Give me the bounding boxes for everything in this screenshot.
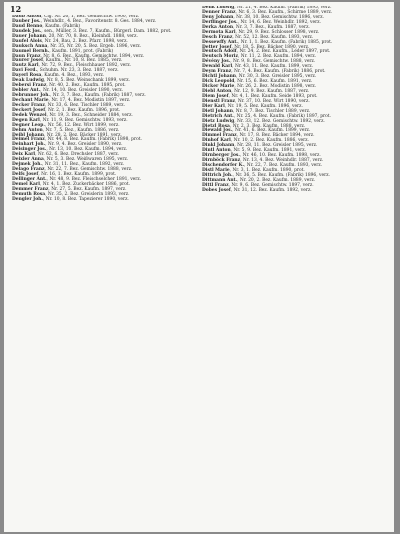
directory-entry: Dietl Johann, Nr. 8, 7. Bez. Tischler 1889, verz. <box>202 108 311 114</box>
directory-entry: Dicker Marie, Nr. 26, 2. Bez. Modistin 1898, verz. <box>202 84 317 89</box>
entry-text: Nr. 9, 4. Bez. Greisler 1890, verz. <box>47 142 123 148</box>
entry-text: Nr. 52, 12. Bez. Kaufm. 1893, verz. <box>235 34 314 40</box>
entry-text: Nr. 11, 9. Bez. Gemischtw. 1893, verz. <box>42 117 128 123</box>
directory-entry: Dobes Josef, Nr. 31, 12. Bez. Kaufm. 1892, verz. <box>202 187 312 193</box>
entry-text: Nr. 24, Bau, 2. Bez. Pfarr. 1898, verz. <box>44 38 128 44</box>
entry-name: Daurer Josef <box>12 58 43 64</box>
entry-text: Cig. Nr. 26, 1, Bez. Gemischtw. 1900, verz. <box>44 15 140 19</box>
directory-entry: Daumel Bernh., Kaufm. 1891, prot. (Fabrik) <box>12 48 114 54</box>
directory-entry: Diewald Jos., Nr. 41, 6. Bez. Kaufm. 1899, verz. <box>202 128 311 134</box>
directory-entry: Deckert Josef, Nr. 2, 1. Bez. Kaufm. 1896, prot. <box>12 107 121 113</box>
directory-entry: Deimel Franz, Nr. 44, 8. Bez. Kaufm. (Fabrik) 1898, prot. <box>12 137 142 143</box>
directory-entry: Deym Franz, Nr. 7, 4. Bez. Kaufm. (Fabrik) 1886, prot. <box>202 69 326 75</box>
entry-name: Dicker Marie <box>202 84 235 89</box>
directory-entry: Demmer Franz, Nr. 27, 5. Bez. Kaufm. 1897, verz. <box>12 186 127 192</box>
entry-text: Nr. 8, 5. Bez. Weinschank 1899, verz. <box>46 78 130 84</box>
entry-name: Dienstl Franz <box>202 98 236 104</box>
entry-text: Nr. 33, 6. Bez. Tischler 1889, verz. <box>47 102 126 108</box>
directory-entry: Dewald Karl, Nr. 43, 11. Bez. Kaufm. 1899, verz. <box>202 64 314 70</box>
entry-text: Nr. 5, 3. Bez. Weißwaren 1895, verz. <box>46 157 129 163</box>
entry-text: Nr. 4, 1. Bez. Zuckerbäcker 1886, prot. <box>42 181 131 187</box>
entry-name: Dauksch Anna <box>12 43 48 49</box>
entry-text: Nr. 38, 10. Bez. Gemischtw. 1896, verz. <box>236 14 324 20</box>
entry-text: Nr. 35, 2. Bez. Greislerin 1893, verz. <box>47 191 130 197</box>
entry-text: Nr. 2, 3. Bez. Kaufm. 1888, verz. <box>232 123 306 129</box>
entry-name: Dauber Jos. <box>12 18 41 24</box>
entry-text: Kaufm., Nr. 10, 8. Bez. 1885, verz. <box>45 58 123 64</box>
entry-text: Nr. 40, 2. Bez., Kaufm. 1895, prot. <box>49 83 126 89</box>
entry-text: Nr. 17, 8. Bez. Bäcker 1894, verz. <box>239 133 315 139</box>
entry-text: Kaufm. 1891, prot. (Fabrik) <box>52 48 114 54</box>
entry-text: Nr. 44, 8. Bez. Kaufm. (Fabrik) 1898, prot. <box>47 137 142 143</box>
entry-name: Degen Karl <box>12 117 40 123</box>
entry-name: Delago Franz <box>12 167 45 173</box>
entry-text: Nr. 26, 2. Bez. Modistin 1898, verz. <box>237 84 317 89</box>
entry-text: Nr. 13, 4. Bez. Weinhdlr. 1887, verz. <box>242 158 324 164</box>
entry-text: Nr. 12, 9. Bez. Kaufm. 1887, verz. <box>234 88 310 94</box>
directory-page <box>4 2 394 532</box>
entry-name: Demuth Rosa <box>12 191 46 197</box>
directory-entry: Delfs Josef, Nr. 16, 1. Bez. Kaufm. 1899, prot. <box>12 172 117 177</box>
entry-text: Nr. 18, 5. Bez. Bäcker 1890, verz. <box>234 44 310 50</box>
entry-text: Nr. 14, 10. Bez. Greisler 1890, verz. <box>42 88 124 94</box>
entry-name: Delfs Josef <box>12 172 39 177</box>
entry-text: Nr. 46, 10. Bez. Kaufm. 1898, verz. <box>242 153 321 159</box>
entry-name: Deixler Anna <box>12 157 44 163</box>
entry-name: Demel Karl <box>12 181 40 187</box>
entry-name: Detter Josef <box>202 44 232 50</box>
entry-text: Nr. 9, 8. Bez. Gemischtw. 1888, verz. <box>233 59 316 65</box>
entry-name: Debersi Franz <box>12 83 47 89</box>
directory-entry: Deibl Johann, Nr. 28, 2. Bez. Bäcker 1891, verz. <box>12 132 122 138</box>
entry-name: Deny Johann <box>202 14 234 20</box>
directory-entry: Dischendorfer K., Nr. 22, 7. Bez. Kaufm. 1893, verz. <box>202 163 323 168</box>
entry-name: Diem Josef <box>202 93 229 99</box>
entry-name: Derflinger Jos. <box>202 19 238 25</box>
entry-text: Nr. 16, 1. Bez. Kaufm. 1899, prot. <box>41 172 117 177</box>
directory-entry: Daurer Josef, Kaufm., Nr. 10, 8. Bez. 1885, verz. <box>12 58 123 64</box>
entry-text: Nr. 25, 4. Bez. Kaufm. (Fabrik) 1897, prot. <box>236 113 331 119</box>
entry-text: Nr. 41, 6. Bez. Kaufm. 1899, verz. <box>234 128 311 134</box>
directory-entry: Dienstl Franz, Nr. 37, 10. Bez. Wirt 1890, verz. <box>202 98 310 104</box>
directory-entry: Denk Ludwig, Nr. 21, 4. Bez. Kaufm. (Fabrik) 1895, verz. <box>202 6 332 10</box>
entry-name: Dautz Karl <box>12 63 39 69</box>
entry-text: 20, Nr. 70, 8. Bez., Kleinhdl. 1888, verz. <box>48 33 138 39</box>
entry-name: Dichtl Johann <box>202 74 236 80</box>
entry-name: Daun Franz <box>12 53 41 59</box>
directory-entry: Deutsch Moriz, Nr. 11, 2. Bez. Kaufm. 1894, verz. <box>202 54 317 60</box>
directory-entry: Dittl Franz, Nr. 9, 6. Bez. Gemischtw. 1897, verz. <box>202 182 314 188</box>
entry-text: Nr. 10, 2. Bez. Kaufm. 1886, verz. <box>233 138 309 144</box>
entry-name: Dittl Franz <box>202 182 229 188</box>
directory-entry: Dechant Marie, Nr. 17, 4. Bez. Modistin 1897, verz. <box>12 97 131 103</box>
directory-entry: Dintl Anton, Nr. 5, 9. Bez. Kaufm. 1891, verz. <box>202 148 306 154</box>
entry-name: Dittmann Ant. <box>202 177 238 183</box>
directory-entry: Deixler Anna, Nr. 5, 3. Bez. Weißwaren 1895, verz. <box>12 157 129 163</box>
directory-entry: Daub Anton, Cig. Nr. 26, 1, Bez. Gemischtw. 1900, verz. <box>12 15 140 19</box>
entry-text: Schuhm. Nr. 23, 3. Bez. 1887, verz. <box>39 68 119 74</box>
entry-text: Nr. 31, 12. Bez. Kaufm. 1892, verz. <box>233 187 312 193</box>
entry-name: Desch Franz <box>202 34 233 40</box>
directory-entry: Derflinger Jos., Nr. 14, 6. Bez. Weinhdlr. 1892, verz. <box>202 19 321 25</box>
entry-text: Weinhdlr., 4. Bez., Favoritenstr. 8. Ges. 1884, verz. <box>43 18 157 24</box>
directory-entry: Debrunner Joh., Nr. 3, 7. Bez., Kaufm. (Fabrik) 1887, verz. <box>12 93 146 98</box>
directory-entry: Debler Ant., Nr. 14, 10. Bez. Greisler 1890, verz. <box>12 88 124 94</box>
entry-name: Dessewffy Ant. <box>202 39 238 45</box>
directory-entry: Demuth Rosa, Nr. 35, 2. Bez. Greislerin 1893, verz. <box>12 191 130 197</box>
entry-text: Nr. 11, 2. Bez. Kaufm. 1894, verz. <box>240 54 317 60</box>
entry-text: Nr. 6, 3. Bez. Kaufm., Schirme 1889, verz. <box>238 9 333 15</box>
entry-text: Nr. 28, 11. Bez. Greisler 1895, verz. <box>237 143 318 149</box>
entry-name: Dinhof Karl <box>202 138 231 144</box>
entry-text: Nr. 36, 5. Bez. Kaufm. (Fabrik) 1896, verz. <box>235 172 330 178</box>
entry-text: Nr. 37, 10. Bez. Wirt 1890, verz. <box>237 98 310 104</box>
entry-name: Daudek Jos. <box>12 28 42 34</box>
entry-name: Denner Franz <box>202 9 236 15</box>
entry-name: Dietz Ludwig <box>202 118 235 124</box>
entry-text: Nr. 20, 2. Bez. Kaufm. 1889, verz. <box>239 177 316 183</box>
entry-name: Deckert Josef <box>12 107 46 113</box>
entry-text: Nr. 2, 1. Bez. Kaufm. 1896, prot. <box>47 107 121 113</box>
directory-entry: Dinkl Johann, Nr. 28, 11. Bez. Greisler 1895, verz. <box>202 143 318 149</box>
directory-entry: Deak Ludwig, Nr. 8, 5. Bez. Weinschank 1899, verz. <box>12 78 130 84</box>
directory-entry: Dimmel Franz, Nr. 17, 8. Bez. Bäcker 1894, verz. <box>202 133 315 139</box>
entry-text: Nr. 28, 2. Bez. Bäcker 1891, verz. <box>46 132 122 138</box>
directory-entry: Dejmek Joh., Nr. 31, 11. Bez., Kaufm. 1892, verz. <box>12 162 125 168</box>
entry-name: Degner Leop. <box>12 122 45 128</box>
directory-entry: Debersi Franz, Nr. 40, 2. Bez., Kaufm. 1895, prot. <box>12 83 126 89</box>
directory-entry: Deutsch Adolf, Nr. 24, 2. Bez. Kaufm., Leder 1897, prot. <box>202 49 331 55</box>
entry-name: Deimel Franz <box>12 137 45 143</box>
entry-text: Nr. 31, 11. Bez., Kaufm. 1892, verz. <box>44 162 125 168</box>
entry-name: Denk Ludwig <box>202 6 235 10</box>
entry-text: Nr. 8, 6. Bez., Kaufm. Gemischtw. 1894, verz. <box>43 53 145 59</box>
entry-text: Nr. 21, 4. Bez. Kaufm. (Fabrik) 1895, verz. <box>237 6 332 10</box>
entry-name: Daumel Bernh. <box>12 48 50 54</box>
entry-name: Dermota Karl <box>202 29 236 35</box>
directory-entry: Denner Franz, Nr. 6, 3. Bez. Kaufm., Schirme 1889, verz. <box>202 9 333 15</box>
entry-name: Dintl Anton <box>202 148 231 154</box>
directory-entry: Dauber Jos., Weinhdlr., 4. Bez., Favoritenstr. 8. Ges. 1884, verz. <box>12 18 157 24</box>
entry-name: Deutsch Moriz <box>202 54 238 60</box>
directory-entry: Diem Josef, Nr. 4, 1. Bez. Kaufm. Seide 1893, prot. <box>202 93 318 99</box>
entry-text: Nr. 3, 7. Bez., Kaufm. (Fabrik) 1887, verz. <box>52 93 146 98</box>
entry-name: Dittrich Joh. <box>202 172 233 178</box>
directory-entry: Demel Karl, Nr. 4, 1. Bez. Zuckerbäcker 1886, prot. <box>12 181 131 187</box>
entry-name: Dick Leopold <box>202 79 235 85</box>
entry-text: Nr. 35, Nr. 20, 5. Bez. Ergeb. 1896, verz. <box>50 43 142 49</box>
entry-text: Nr. 15, 6. Bez. Kaufm. 1891, verz. <box>237 79 313 85</box>
entry-text: Nr. 5, 9. Bez. Kaufm. 1891, verz. <box>233 148 306 154</box>
entry-name: Dietl Johann <box>202 108 233 114</box>
entry-name: Dehm Anton <box>12 127 43 133</box>
entry-name: Davi Ferd. <box>12 68 37 74</box>
entry-text: Nr. 8, 7. Bez. Tischler 1889, verz. <box>235 108 311 114</box>
directory-entry: Dietrich Ant., Nr. 25, 4. Bez. Kaufm. (Fabrik) 1897, prot. <box>202 113 331 119</box>
entry-text: Nr. 4, 1. Bez. Kaufm. Seide 1893, prot. <box>231 93 318 99</box>
directory-entry: Dellinger Ant., Nr. 48, 9. Bez. Fleischselcher 1891, verz. <box>12 176 142 182</box>
entry-name: Deibl Johann <box>12 132 44 138</box>
entry-text: sen., Müller, 3. Bez. 7, Kaufm., Bürgerl. Dam. 1882, prot. <box>44 28 172 34</box>
directory-entry: Dehm Anton, Nr. 7, 5. Bez., Kaufm. 1886, verz. <box>12 127 120 133</box>
directory-entry: Degner Leop., Nr. 56, 12. Bez. Wirt 1899, verz. <box>12 122 120 128</box>
entry-name: Deak Ludwig <box>12 78 44 84</box>
entry-name: Diewald Jos. <box>202 128 233 134</box>
entry-name: Deutsch Adolf <box>202 49 237 55</box>
directory-entry: Degen Karl, Nr. 11, 9. Bez. Gemischtw. 1893, verz. <box>12 117 128 123</box>
entry-name: Debler Ant. <box>12 88 41 94</box>
entry-name: Dayerl Rosa <box>12 73 42 79</box>
entry-name: Dobes Josef <box>202 187 231 193</box>
entry-name: Dischendorfer K. <box>202 163 244 168</box>
directory-entry: Dietzl Rosa, Nr. 2, 3. Bez. Kaufm. 1888, verz. <box>202 123 306 129</box>
entry-name: Dellinger Ant. <box>12 176 47 182</box>
entry-name: Dier Karl <box>202 103 225 109</box>
entry-name: Dauer Johann <box>12 33 46 39</box>
directory-entry: Daudek Jos., sen., Müller, 3. Bez. 7, Kaufm., Bürgerl. Dam. 1882, prot. <box>12 28 172 34</box>
directory-entry: Davi Ferd., Schuhm. Nr. 23, 3. Bez. 1887, verz. <box>12 68 119 74</box>
directory-entry: Deisinger Jos., Nr. 13, 10. Bez. Kaufm. 1894, verz. <box>12 147 128 153</box>
directory-entry: Dayerl Rosa, Kaufm. 4. Bez., 1893, verz. <box>12 73 105 79</box>
entry-name: Dirnböck Franz <box>202 158 241 164</box>
column-left <box>12 15 198 530</box>
page-number: 12 <box>10 4 22 14</box>
entry-text: Nr. 7, 4. Bez. Kaufm. (Fabrik) 1886, prot. <box>234 69 326 75</box>
directory-entry: Deinhart Joh., Nr. 9, 4. Bez. Greisler 1890, verz. <box>12 142 123 148</box>
directory-entry: Detter Josef, Nr. 18, 5. Bez. Bäcker 1890, verz. <box>202 44 310 50</box>
entry-name: Dietrich Ant. <box>202 113 234 119</box>
entry-text: Kaufm. 4. Bez., 1893, verz. <box>44 73 105 79</box>
entry-text: Nr. 7, 5. Bez., Kaufm. 1886, verz. <box>45 127 120 133</box>
entry-name: Daufel Alois <box>12 38 42 44</box>
entry-text: Nr. 19, 5. Bez. Kaufm. 1896, verz. <box>227 103 303 109</box>
entry-text: Nr. 19, 3. Bez., Schneider 1884, verz. <box>49 112 133 118</box>
directory-entry: Dittmann Ant., Nr. 20, 2. Bez. Kaufm. 1889, verz. <box>202 177 316 183</box>
entry-name: Dejmek Joh. <box>12 162 42 168</box>
entry-text: Nr. 43, 11. Bez. Kaufm. 1899, verz. <box>234 64 314 70</box>
entry-text: Nr. 3, 7. Bez., Kaufm. 1887, verz. <box>235 24 310 30</box>
directory-entry: Dengler Joh., Nr. 10, 8. Bez. Tapezierer 1890, verz. <box>12 196 129 202</box>
directory-entry: Diebl Anton, Nr. 12, 9. Bez. Kaufm. 1887, verz. <box>202 88 310 94</box>
entry-text: Nr. 56, 12. Bez. Wirt 1899, verz. <box>47 122 120 128</box>
directory-entry: Dedek Wenzel, Nr. 19, 3. Bez., Schneider 1884, verz. <box>12 112 133 118</box>
entry-name: Dévény Jos. <box>202 59 231 65</box>
entry-text: Nr. 22, 7. Bez. Kaufm. 1893, verz. <box>246 163 323 168</box>
entry-text: Nr. 62, 6. Bez. Drechsler 1887, verz. <box>37 152 120 158</box>
entry-text: Nr. 30, 3. Bez. Greisler 1895, verz. <box>238 74 317 80</box>
entry-name: Distl Marie <box>202 167 230 173</box>
directory-entry: Dittrich Joh., Nr. 36, 5. Bez. Kaufm. (Fabrik) 1896, verz. <box>202 172 330 178</box>
entry-text: Nr. 29, 9. Bez. Schlosser 1898, verz. <box>238 29 320 35</box>
entry-text: Nr. 14, 6. Bez. Weinhdlr. 1892, verz. <box>240 19 321 25</box>
entry-name: Dimmel Franz <box>202 133 237 139</box>
entry-name: Daud Benno <box>12 23 43 29</box>
entry-name: Derka Anton <box>202 24 234 30</box>
directory-entry: Dermota Karl, Nr. 29, 9. Bez. Schlosser 1898, verz. <box>202 29 320 35</box>
entry-name: Dietzl Rosa <box>202 123 230 129</box>
directory-entry: Decker Franz, Nr. 33, 6. Bez. Tischler 1889, verz. <box>12 102 126 108</box>
entry-name: Dinkl Johann <box>202 143 235 149</box>
entry-name: Diebl Anton <box>202 88 232 94</box>
directory-entry: Dichtl Johann, Nr. 30, 3. Bez. Greisler 1895, verz. <box>202 74 317 80</box>
directory-entry: Derka Anton, Nr. 3, 7. Bez., Kaufm. 1887, verz. <box>202 24 310 30</box>
entry-text: Nr. 48, 9. Bez. Fleischselcher 1891, verz. <box>49 176 142 182</box>
entry-name: Dechant Marie <box>12 97 49 103</box>
entry-name: Dirnberger Jos. <box>202 153 240 159</box>
directory-entry: Dinhof Karl, Nr. 10, 2. Bez. Kaufm. 1886, verz. <box>202 138 309 144</box>
directory-entry: Distl Marie, Nr. 3, 1. Bez. Kaufm. 1890, prot. <box>202 167 305 173</box>
directory-entry: Dirnberger Jos., Nr. 46, 10. Bez. Kaufm. 1898, verz. <box>202 153 321 159</box>
directory-entry: Desch Franz, Nr. 52, 12. Bez. Kaufm. 1893, verz. <box>202 34 314 40</box>
entry-name: Deix Karl <box>12 152 36 158</box>
directory-entry: Dessewffy Ant., Nr. 1, 1. Bez. Kaufm. (Fabrik) 1885, prot. <box>202 39 333 45</box>
entry-text: Kaufm. (Fabrik) <box>45 23 81 29</box>
entry-name: Dedek Wenzel <box>12 112 47 118</box>
directory-entry: Deny Johann, Nr. 38, 10. Bez. Gemischtw. 1896, verz. <box>202 14 324 20</box>
entry-name: Deym Franz <box>202 69 232 75</box>
entry-text: Nr. 1, 1. Bez. Kaufm. (Fabrik) 1885, prot. <box>240 39 333 45</box>
entry-text: Nr. 24, 2. Bez. Kaufm., Leder 1897, prot. <box>239 49 331 55</box>
entry-text: Nr. 3, 1. Bez. Kaufm. 1890, prot. <box>232 167 305 173</box>
entry-text: Nr. 22, 7. Bez. Gemischtw. 1888, verz. <box>47 167 133 173</box>
entry-text: Nr. 33, 12. Bez. Gemischtw. 1892, verz. <box>236 118 325 124</box>
entry-name: Decker Franz <box>12 102 45 108</box>
entry-name: Debrunner Joh. <box>12 93 50 98</box>
directory-entry: Daufel Alois, Nr. 24, Bau, 2. Bez. Pfarr. 1898, verz. <box>12 38 128 44</box>
directory-entry: Dier Karl, Nr. 19, 5. Bez. Kaufm. 1896, verz. <box>202 103 303 109</box>
directory-entry: Delago Franz, Nr. 22, 7. Bez. Gemischtw. 1888, verz. <box>12 167 133 173</box>
entry-text: Nr. 72, 9. Bez., Fleischhauer 1892, verz. <box>41 63 132 69</box>
entry-text: Nr. 9, 6. Bez. Gemischtw. 1897, verz. <box>231 182 314 188</box>
entry-text: Nr. 10, 8. Bez. Tapezierer 1890, verz. <box>45 196 129 202</box>
directory-entry: Dauksch Anna, Nr. 35, Nr. 20, 5. Bez. Ergeb. 1896, verz. <box>12 43 142 49</box>
directory-entry: Dirnböck Franz, Nr. 13, 4. Bez. Weinhdlr. 1887, verz. <box>202 158 324 164</box>
directory-entry: Dévény Jos., Nr. 9, 8. Bez. Gemischtw. 1888, verz. <box>202 59 316 65</box>
entry-name: Demmer Franz <box>12 186 49 192</box>
entry-name: Deisinger Jos. <box>12 147 47 153</box>
directory-entry: Daun Franz, Nr. 8, 6. Bez., Kaufm. Gemischtw. 1894, verz. <box>12 53 145 59</box>
entry-text: Nr. 27, 5. Bez. Kaufm. 1897, verz. <box>51 186 127 192</box>
directory-entry: Dauer Johann, 20, Nr. 70, 8. Bez., Kleinhdl. 1888, verz. <box>12 33 138 39</box>
entry-text: Nr. 17, 4. Bez. Modistin 1897, verz. <box>51 97 131 103</box>
directory-entry: Dietz Ludwig, Nr. 33, 12. Bez. Gemischtw. 1892, verz. <box>202 118 325 124</box>
directory-entry: Daud Benno, Kaufm. (Fabrik) <box>12 23 81 29</box>
directory-entry: Dautz Karl, Nr. 72, 9. Bez., Fleischhauer 1892, verz. <box>12 63 132 69</box>
entry-name: Deinhart Joh. <box>12 142 46 148</box>
entry-name: Daub Anton <box>12 15 42 19</box>
entry-name: Dengler Joh. <box>12 196 43 202</box>
directory-entry: Deix Karl, Nr. 62, 6. Bez. Drechsler 1887, verz. <box>12 152 120 158</box>
directory-entry: Dick Leopold, Nr. 15, 6. Bez. Kaufm. 1891, verz. <box>202 79 313 85</box>
entry-name: Dewald Karl <box>202 64 233 70</box>
column-right <box>202 6 388 530</box>
entry-text: Nr. 13, 10. Bez. Kaufm. 1894, verz. <box>49 147 128 153</box>
